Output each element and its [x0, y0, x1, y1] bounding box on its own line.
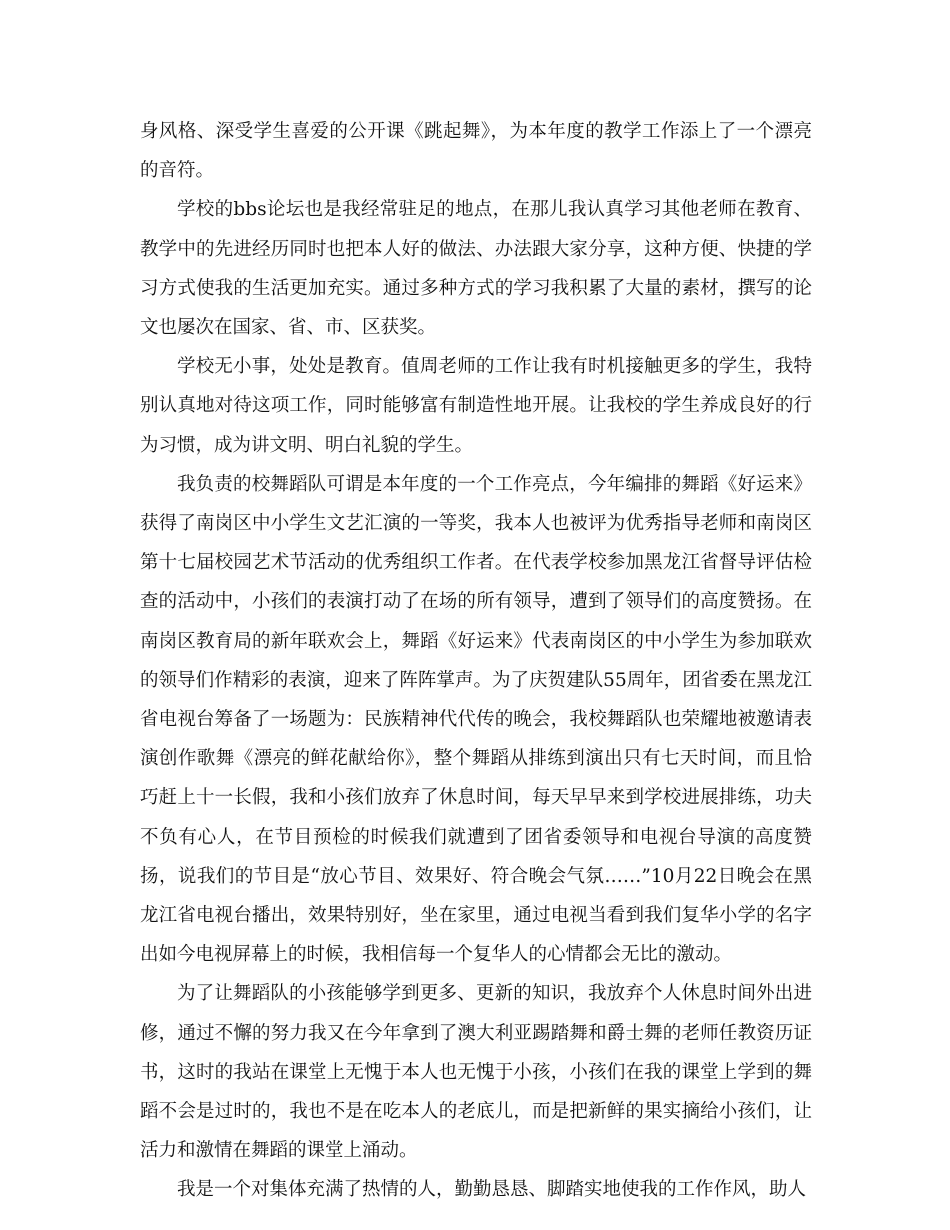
paragraph-2: 学校的bbs论坛也是我经常驻足的地点，在那儿我认真学习其他老师在教育、教学中的先进经历同时也把本人好的做法、办法跟大家分享，这种方便、快捷的学习方式使我的生活更加充实。通过多种方式的学习我积累了大量的素材，撰写的论文也屡次在国家、省、市、区获奖。	[140, 199, 812, 339]
paragraph-4: 我负责的校舞蹈队可谓是本年度的一个工作亮点，今年编排的舞蹈《好运来》获得了南岗区中小学生文艺汇演的一等奖，我本人也被评为优秀指导老师和南岗区第十七届校园艺术节活动的优秀组织工作者。在代表学校参加黑龙江省督导评估检查的活动中，小孩们的表演打动了在场的所有领导，遭到了领导们的高度赞扬。在南岗区教育局的新年联欢会上，舞蹈《好运来》代表南岗区的中小学生为参加联欢的领导们作精彩的表演，迎来了阵阵掌声。为了庆贺建队55周年，团省委在黑龙江省电视台筹备了一场题为：民族精神代代传的晚会，我校舞蹈队也荣耀地被邀请表演创作歌舞《漂亮的鲜花献给你》，整个舞蹈从排练到演出只有七天时间，而且恰巧赶上十一长假，我和小孩们放弃了休息时间，每天早早来到学校进展排练，功夫不负有心人，在节目预检的时候我们就遭到了团省委领导和电视台导演的高度赞扬，说我们的节目是“放心节目、效果好、符合晚会气氛……”10月22日晚会在黑龙江省电视台播出，效果特别好，坐在家里，通过电视当看到我们复华小学的名字出如今电视屏幕上的时候，我相信每一个复华人的心情都会无比的激动。	[140, 473, 812, 966]
document-body	[140, 112, 812, 1210]
paragraph-6: 我是一个对集体充满了热情的人，勤勤恳恳、脚踏实地使我的工作作风，助人	[177, 1179, 807, 1201]
paragraph-5: 为了让舞蹈队的小孩能够学到更多、更新的知识，我放弃个人休息时间外出进修，通过不懈的努力我又在今年拿到了澳大利亚踢踏舞和爵士舞的老师任教资历证书，这时的我站在课堂上无愧于本人也无愧于小孩，小孩们在我的课堂上学到的舞蹈不会是过时的，我也不是在吃本人的老底儿，而是把新鲜的果实摘给小孩们，让活力和激情在舞蹈的课堂上涌动。	[140, 983, 812, 1162]
paragraph-1: 身风格、深受学生喜爱的公开课《跳起舞》，为本年度的教学工作添上了一个漂亮的音符。	[140, 121, 812, 182]
paragraph-3: 学校无小事，处处是教育。值周老师的工作让我有时机接触更多的学生，我特别认真地对待这项工作，同时能够富有制造性地开展。让我校的学生养成良好的行为习惯，成为讲文明、明白礼貌的学生。	[140, 356, 812, 456]
